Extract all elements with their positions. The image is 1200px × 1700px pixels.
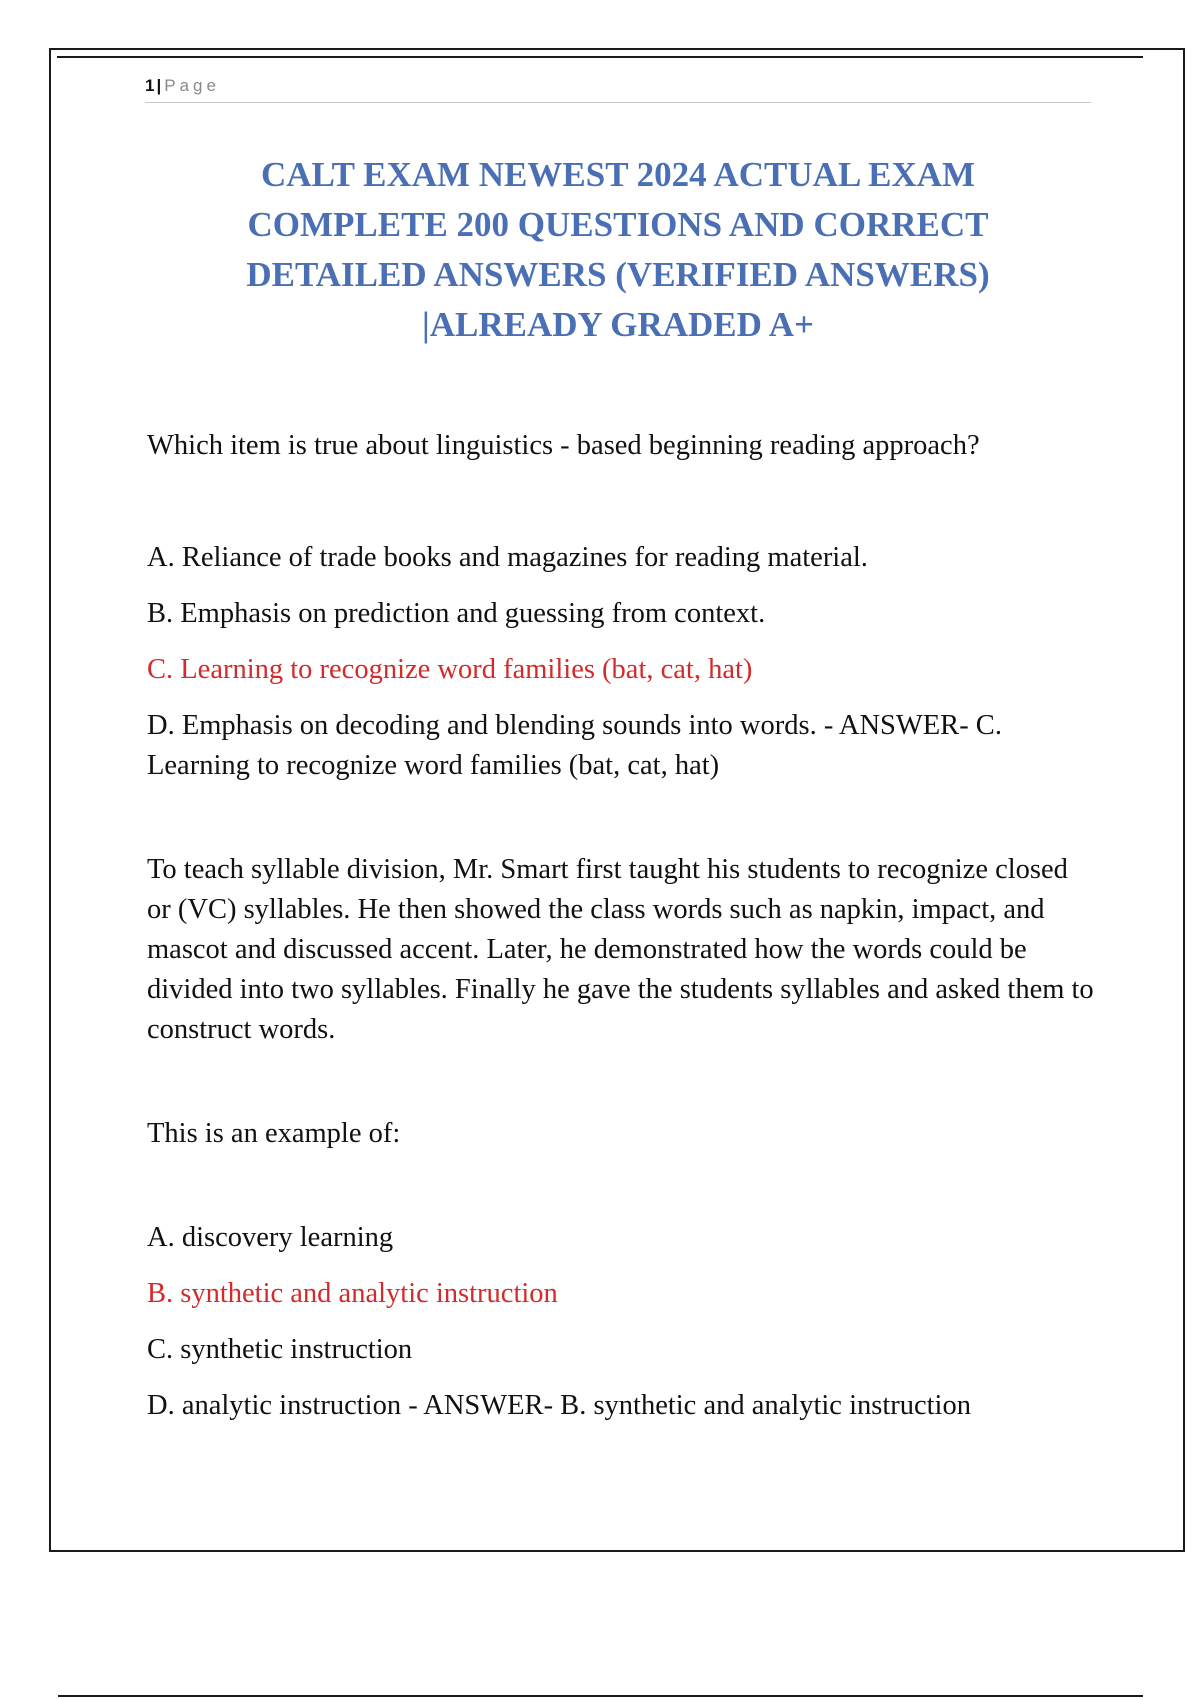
questions-content — [147, 426, 1097, 1426]
question-1-option-b: B. Emphasis on prediction and guessing from context. — [147, 598, 766, 629]
question-1-option-a: A. Reliance of trade books and magazines for reading material. — [147, 542, 868, 573]
question-2-option-c: C. synthetic instruction — [147, 1334, 413, 1365]
title-line: COMPLETE 200 QUESTIONS AND CORRECT — [247, 205, 989, 244]
question-1-option-d-answer: D. Emphasis on decoding and blending sounds into words. - ANSWER- C. Learning to recognize word families (bat, cat, hat) — [147, 710, 1002, 781]
top-rule — [57, 56, 1143, 58]
page-header — [145, 76, 1091, 103]
title-line: |ALREADY GRADED A+ — [422, 305, 814, 344]
page-number: 1 — [145, 76, 155, 95]
question-2-prompt: To teach syllable division, Mr. Smart first taught his students to recognize closed or (VC) syllables. He then showed the class words such as napkin, impact, and mascot and discussed accent. Later, he demonstrated how the words could be divided into two syllables. Finally he gave the students syllables and asked them to construct words. — [147, 854, 1094, 1045]
question-2-option-b-correct: B. synthetic and analytic instruction — [147, 1278, 558, 1309]
question-2-option-a: A. discovery learning — [147, 1222, 394, 1253]
question-2-option-d-answer: D. analytic instruction - ANSWER- B. synthetic and analytic instruction — [147, 1390, 971, 1421]
bottom-rule — [58, 1695, 1143, 1697]
title-line: DETAILED ANSWERS (VERIFIED ANSWERS) — [246, 255, 990, 294]
question-1-option-c-correct: C. Learning to recognize word families (bat, cat, hat) — [147, 654, 753, 685]
question-1-prompt: Which item is true about linguistics - based beginning reading approach? — [147, 430, 980, 461]
document-title — [145, 150, 1091, 350]
title-line: CALT EXAM NEWEST 2024 ACTUAL EXAM — [260, 155, 976, 194]
page-separator: | — [156, 76, 162, 95]
page-label: Page — [164, 76, 220, 95]
page-frame — [49, 48, 1185, 1552]
question-2-sub-prompt: This is an example of: — [147, 1118, 401, 1149]
